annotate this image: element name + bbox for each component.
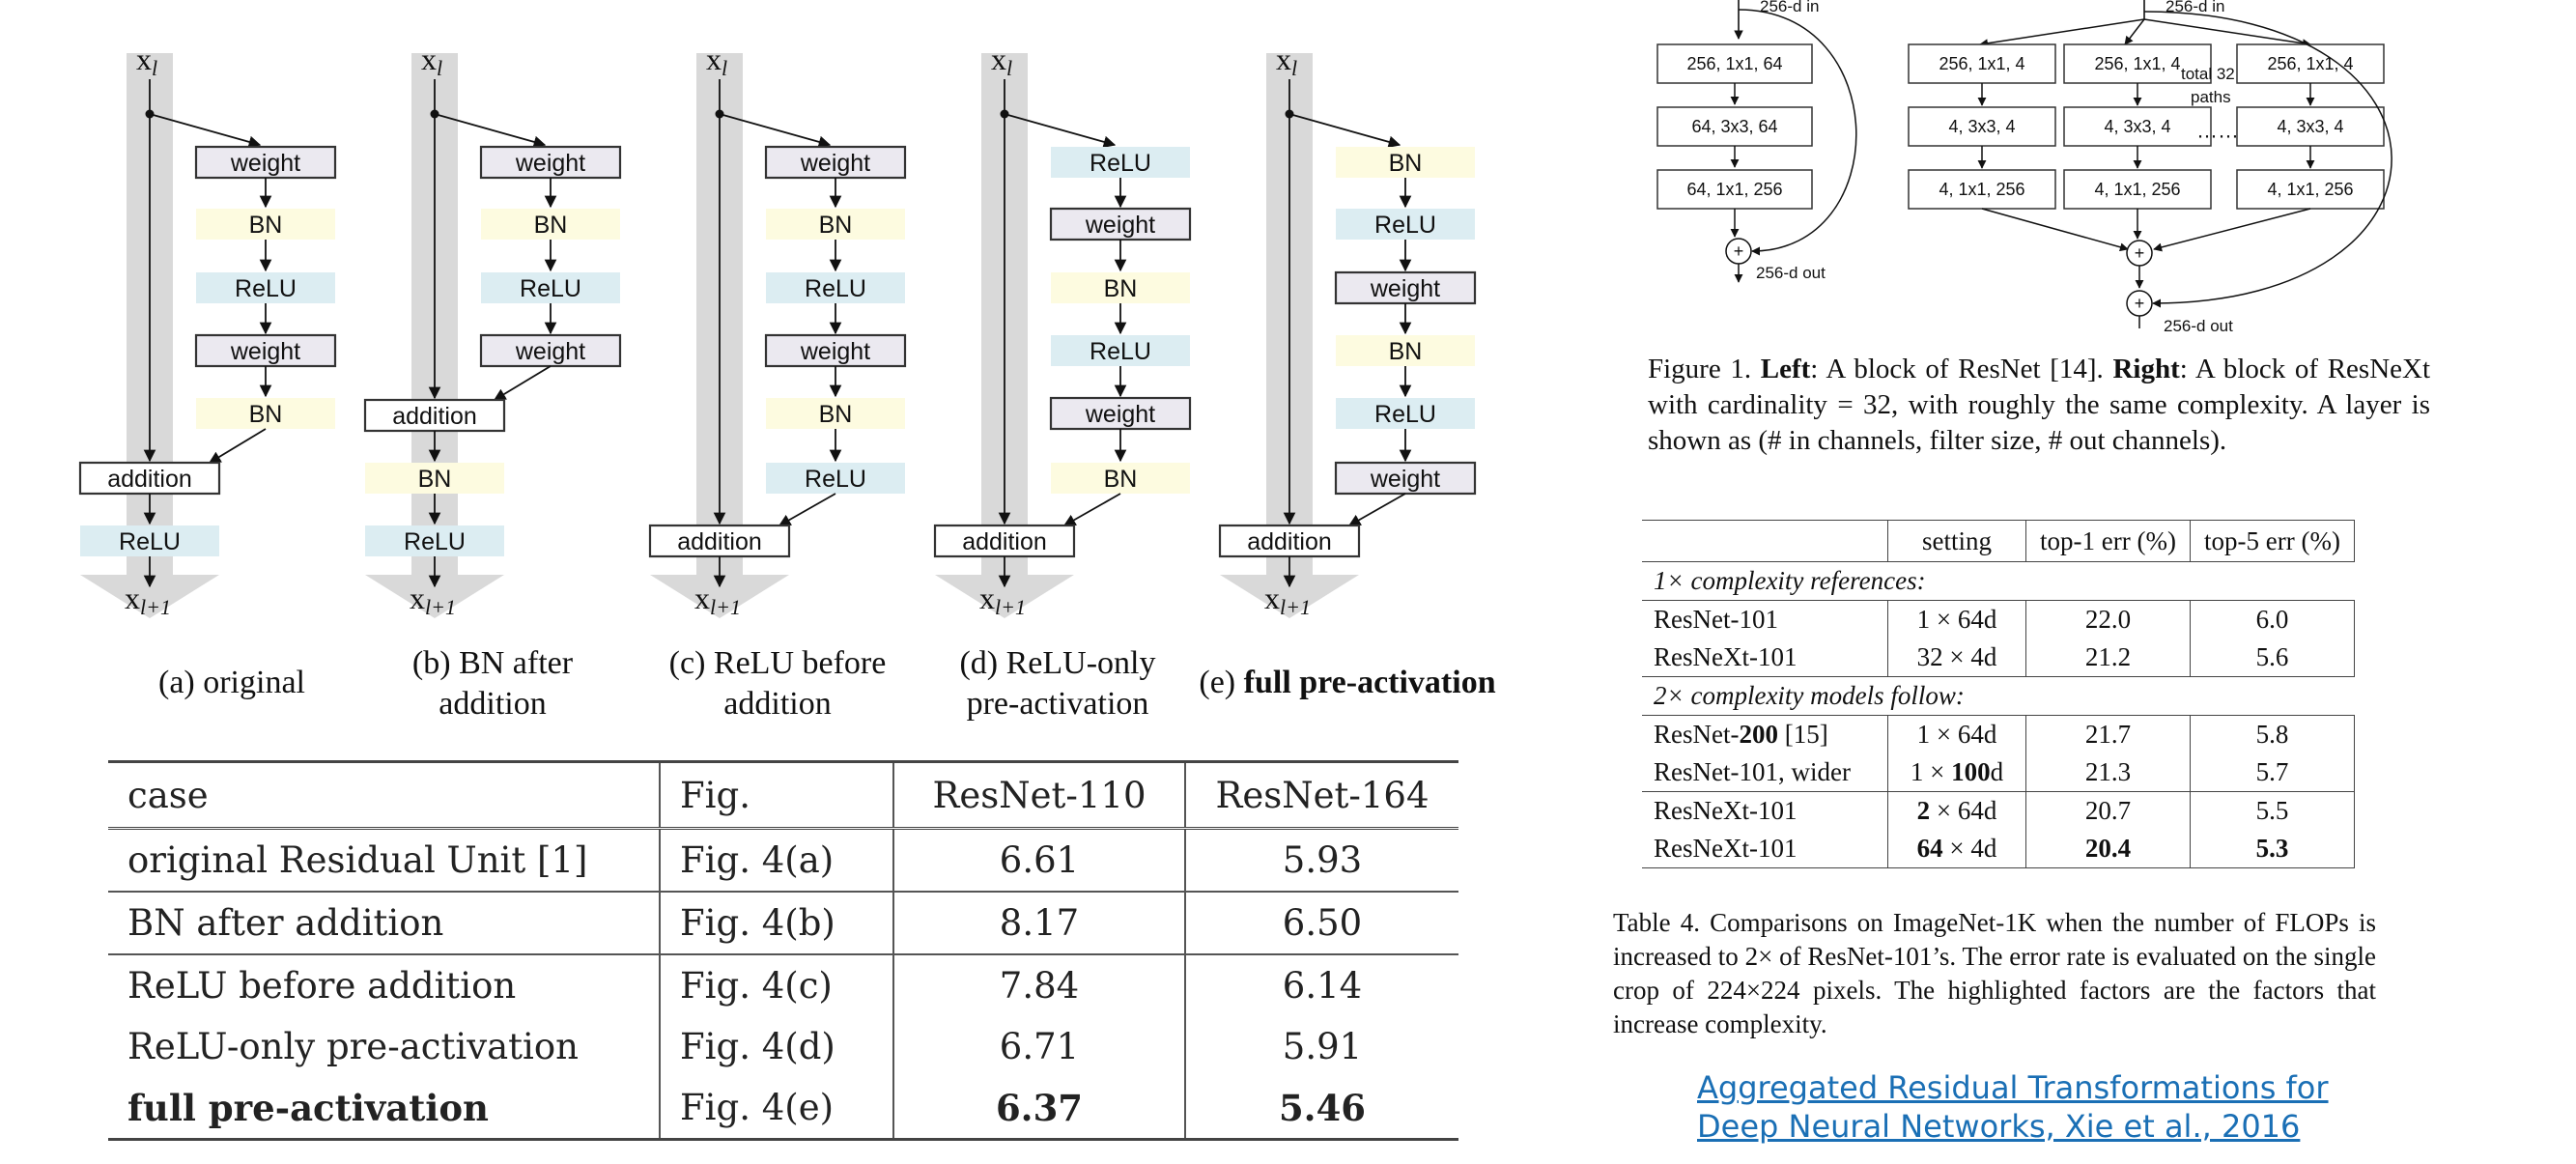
t4-cell-top5: 6.0 — [2191, 601, 2355, 639]
resnext-path-label: 4, 3x3, 4 — [2104, 117, 2171, 136]
unit-c-weight-label: weight — [800, 338, 871, 365]
total-paths-label-1: total 32 — [2181, 65, 2235, 83]
caption-b-line2: addition — [439, 686, 547, 722]
t4-cell-setting: 64 × 4d — [1888, 830, 2026, 868]
t4-cell-setting: 32 × 4d — [1888, 639, 2026, 677]
t4-cell-top5: 5.6 — [2191, 639, 2355, 677]
resnext-path-label: 256, 1x1, 4 — [2267, 54, 2354, 73]
t4-section-2x: 2× complexity models follow: — [1642, 677, 2355, 716]
cell-fig: Fig. 4(e) — [660, 1077, 893, 1140]
unit-c-bn-label: BN — [818, 212, 853, 239]
t4-cell-top5: 5.7 — [2191, 753, 2355, 792]
t4-cell-model: ResNet-101 — [1642, 601, 1888, 639]
cell-fig: Fig. 4(a) — [660, 829, 893, 893]
t4-cell-model: ResNet-101, wider — [1642, 753, 1888, 792]
unit-d-bn-label: BN — [1103, 275, 1138, 302]
unit-b-relu-label: ReLU — [520, 275, 581, 302]
cell-resnet110: 8.17 — [893, 892, 1185, 954]
caption-b — [367, 643, 618, 724]
paper-reference-link[interactable] — [1697, 1068, 2329, 1146]
resnext-path-label: 4, 3x3, 4 — [2277, 117, 2344, 136]
unit-e-output-label: xl+1 — [1264, 581, 1311, 619]
resnet-layer-label: 64, 3x3, 64 — [1691, 117, 1778, 136]
caption-d-line1: (d) ReLU-only — [959, 645, 1156, 681]
resnet-plus-sign: + — [1733, 241, 1744, 261]
unit-b-addition-label: addition — [392, 403, 477, 430]
cell-case: full pre-activation — [108, 1077, 660, 1140]
unit-a-bn-label: BN — [248, 212, 283, 239]
resnext-path-label: 4, 1x1, 256 — [2094, 180, 2181, 199]
resnext-block-figure — [0, 0, 2576, 348]
unit-c-relu-label: ReLU — [805, 466, 866, 493]
unit-d-bn-label: BN — [1103, 466, 1138, 493]
unit-b-weight-label: weight — [515, 150, 586, 177]
figure1-caption-prefix: Figure 1. — [1648, 354, 1761, 384]
resnext-input-label: 256-d in — [2166, 0, 2225, 15]
unit-a-output-label: xl+1 — [125, 581, 171, 619]
cell-resnet164: 6.14 — [1185, 954, 1458, 1016]
table-row — [1642, 639, 2355, 677]
unit-c-relu-label: ReLU — [805, 275, 866, 302]
resnext-path-label: 256, 1x1, 4 — [2094, 54, 2181, 73]
caption-c-line1: (c) ReLU before — [668, 645, 887, 681]
resnet-output-label: 256-d out — [1756, 264, 1826, 282]
unit-e-relu-label: ReLU — [1374, 212, 1436, 239]
t4-header-setting: setting — [1888, 521, 2026, 562]
caption-a-line1: (a) original — [158, 665, 305, 700]
cell-fig: Fig. 4(c) — [660, 954, 893, 1016]
unit-c-output-label: xl+1 — [694, 581, 741, 619]
resnet-layer-label: 256, 1x1, 64 — [1686, 54, 1783, 73]
caption-b-line1: (b) BN after — [411, 645, 574, 681]
caption-c — [647, 643, 908, 724]
table4-header-row — [1642, 521, 2355, 562]
unit-a-weight-label: weight — [230, 338, 301, 365]
t4-cell-top1: 20.4 — [2026, 830, 2191, 868]
t4-cell-top5: 5.3 — [2191, 830, 2355, 868]
table-row — [108, 829, 1458, 893]
unit-c-weight-label: weight — [800, 150, 871, 177]
unit-d-output-label: xl+1 — [979, 581, 1026, 619]
cell-resnet164: 5.46 — [1185, 1077, 1458, 1140]
header-fig: Fig. — [660, 762, 893, 829]
t4-cell-top1: 22.0 — [2026, 601, 2191, 639]
t4-cell-top1: 21.2 — [2026, 639, 2191, 677]
unit-d-relu-label: ReLU — [1090, 150, 1151, 177]
header-case: case — [108, 762, 660, 829]
t4-cell-setting: 1 × 64d — [1888, 601, 2026, 639]
resnext-plus-sign: + — [2134, 243, 2145, 263]
table-row — [108, 892, 1458, 954]
figure1-caption — [1648, 352, 2430, 459]
caption-d-line2: pre-activation — [966, 686, 1149, 722]
table4-caption: Table 4. Comparisons on ImageNet-1K when the number of FLOPs is increased to 2× of ResNet-101’s. The error rate is evaluated on the single crop of 224×224 pixels. The highlighted factors are the factors that increase complexity. — [1613, 908, 2376, 1038]
table-row — [1642, 792, 2355, 831]
unit-d-weight-label: weight — [1085, 212, 1156, 239]
figure1-caption-mid: : A block of ResNet [14]. — [1810, 354, 2113, 384]
paths-ellipsis: …… — [2196, 118, 2239, 143]
reference-line2: Deep Neural Networks, Xie et al., 2016 — [1697, 1108, 2301, 1145]
unit-d-weight-label: weight — [1085, 401, 1156, 428]
cell-resnet164: 5.91 — [1282, 1026, 1363, 1067]
t4-header-model — [1642, 521, 1888, 562]
unit-c-addition-label: addition — [677, 528, 762, 555]
caption-c-line2: addition — [723, 686, 832, 722]
t4-cell-model: ResNeXt-101 — [1642, 792, 1888, 831]
preactivation-results-table — [108, 760, 1458, 1141]
unit-a-relu-label: ReLU — [119, 528, 181, 555]
table-header-row — [108, 762, 1458, 829]
unit-b-weight-label: weight — [515, 338, 586, 365]
table-row — [108, 1077, 1458, 1140]
imagenet-comparison-table — [1642, 520, 2355, 868]
resnext-path-label: 4, 3x3, 4 — [1948, 117, 2016, 136]
t4-section-row — [1642, 677, 2355, 716]
t4-section-1x: 1× complexity references: — [1642, 562, 2355, 601]
t4-cell-top1: 21.7 — [2026, 716, 2191, 754]
unit-e-weight-label: weight — [1370, 275, 1441, 302]
resnext-path-label: 4, 1x1, 256 — [1939, 180, 2025, 199]
figure1-caption-left: Left — [1760, 354, 1811, 384]
unit-b-output-label: xl+1 — [410, 581, 456, 619]
unit-a-relu-label: ReLU — [235, 275, 297, 302]
cell-resnet110: 6.37 — [893, 1077, 1185, 1140]
resnext-path-label: 256, 1x1, 4 — [1939, 54, 2025, 73]
resnext-output-label: 256-d out — [2164, 317, 2233, 335]
t4-cell-setting: 2 × 64d — [1888, 792, 2026, 831]
unit-d-addition-label: addition — [962, 528, 1047, 555]
t4-cell-top1: 20.7 — [2026, 792, 2191, 831]
cell-case: ReLU-only pre-activation — [108, 1016, 660, 1077]
unit-a-weight-label: weight — [230, 150, 301, 177]
t4-cell-model: ResNeXt-101 — [1642, 639, 1888, 677]
cell-fig: Fig. 4(d) — [660, 1016, 893, 1077]
unit-b-input-label: xl — [421, 42, 443, 80]
cell-fig: Fig. 4(b) — [660, 892, 893, 954]
table-row — [108, 954, 1458, 1016]
unit-d-input-label: xl — [991, 42, 1013, 80]
total-paths-label-2: paths — [2191, 88, 2231, 106]
resnext-sum-plus-sign: + — [2134, 294, 2145, 313]
t4-cell-top5: 5.8 — [2191, 716, 2355, 754]
unit-e-input-label: xl — [1276, 42, 1298, 80]
unit-e-addition-label: addition — [1247, 528, 1332, 555]
figure1-caption-rest: : A block of ResNeXt with cardinality = 32, with roughly the same complexity. A layer is shown as (# in channels, filter size, # out channels). — [1648, 354, 2431, 456]
t4-cell-model: ResNet-200 [15] — [1642, 716, 1888, 754]
unit-e-bn-label: BN — [1388, 150, 1423, 177]
unit-c-input-label: xl — [706, 42, 728, 80]
cell-resnet164: 5.93 — [1282, 839, 1363, 881]
unit-d-relu-label: ReLU — [1090, 338, 1151, 365]
table-row — [1642, 830, 2355, 868]
unit-e-relu-label: ReLU — [1374, 401, 1436, 428]
caption-a — [106, 663, 357, 703]
cell-resnet110: 6.61 — [893, 829, 1185, 893]
caption-d — [927, 643, 1188, 724]
t4-cell-setting: 1 × 64d — [1888, 716, 2026, 754]
header-resnet110: ResNet-110 — [893, 762, 1185, 829]
unit-b-relu-label: ReLU — [404, 528, 466, 555]
reference-line1: Aggregated Residual Transformations for — [1697, 1069, 2329, 1106]
table-row — [1642, 753, 2355, 792]
cell-case: BN after addition — [108, 892, 660, 954]
unit-a-addition-label: addition — [107, 466, 192, 493]
unit-e-weight-label: weight — [1370, 466, 1441, 493]
cell-case: ReLU before addition — [108, 954, 660, 1016]
cell-case: original Residual Unit [1] — [108, 829, 660, 893]
t4-section-row — [1642, 562, 2355, 601]
resnet-input-label: 256-d in — [1760, 0, 1820, 15]
unit-b-bn-label: BN — [533, 212, 568, 239]
resnext-path-label: 4, 1x1, 256 — [2267, 180, 2354, 199]
unit-a-bn-label: BN — [248, 401, 283, 428]
caption-e: (e) full pre-activation — [1199, 665, 1496, 700]
t4-header-top5: top-5 err (%) — [2191, 521, 2355, 562]
figure1-caption-right: Right — [2112, 354, 2180, 384]
header-resnet164: ResNet-164 — [1185, 762, 1458, 829]
t4-header-top1: top-1 err (%) — [2026, 521, 2191, 562]
unit-b-bn-label: BN — [417, 466, 452, 493]
t4-cell-top5: 5.5 — [2191, 792, 2355, 831]
table-row — [1642, 716, 2355, 754]
cell-resnet110: 7.84 — [893, 954, 1185, 1016]
unit-c-bn-label: BN — [818, 401, 853, 428]
t4-cell-setting: 1 × 100d — [1888, 753, 2026, 792]
resnet-layer-label: 64, 1x1, 256 — [1686, 180, 1783, 199]
t4-cell-top1: 21.3 — [2026, 753, 2191, 792]
t4-cell-model: ResNeXt-101 — [1642, 830, 1888, 868]
cell-resnet110: 6.71 — [893, 1016, 1185, 1077]
cell-resnet164: 6.50 — [1185, 892, 1458, 954]
unit-a-input-label: xl — [136, 42, 158, 80]
table-row — [108, 1016, 1458, 1077]
caption-e-line1: full pre-activation — [1243, 665, 1496, 700]
table-row — [1642, 601, 2355, 639]
unit-e-bn-label: BN — [1388, 338, 1423, 365]
